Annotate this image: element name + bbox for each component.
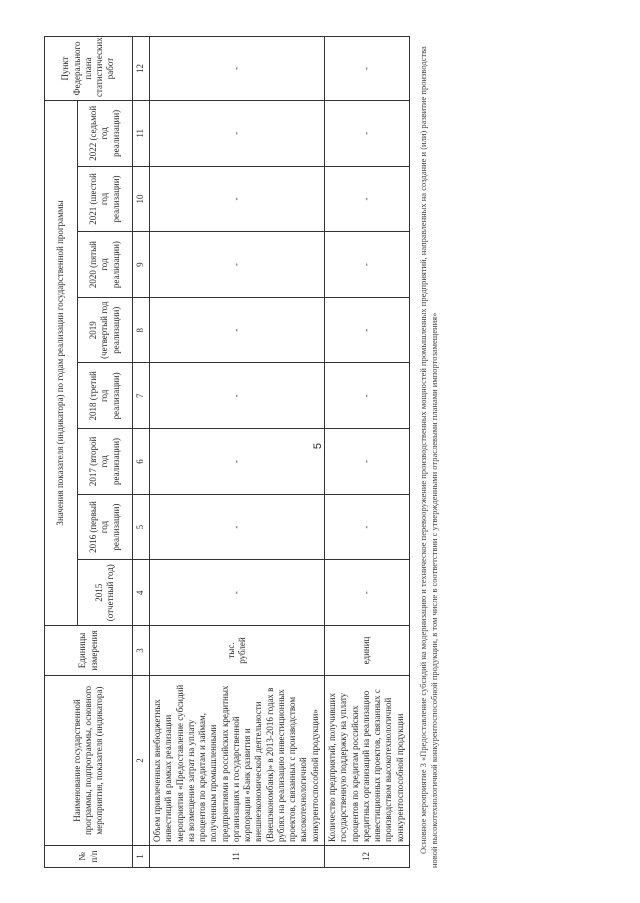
year-header: 2022 (седьмой год реализации) xyxy=(78,101,133,167)
table-row xyxy=(150,37,325,868)
row-value: - xyxy=(325,232,410,298)
row-name: Объем привлеченных внебюджетных инвестиций в рамках реализации мероприятия «Предоставление субсидий на возмещение затрат на уплату процентов по кредитам и займам, полученным промышленными предприятиями в российских кредитных организациях и государственной корпорации «Банк развития и внешнеэкономической деятельности (Внешэкономбанк)» в 2013-2016 годах в рублях на реализацию инвестиционных проектов, связанных с производством высокотехнологичной конкурентоспособной продукции» xyxy=(150,676,325,846)
row-value: - xyxy=(325,101,410,167)
row-value: - xyxy=(325,297,410,363)
row-value: - xyxy=(150,363,325,429)
column-number: 11 xyxy=(133,101,150,167)
row-value: - xyxy=(325,166,410,232)
row-num: 12 xyxy=(325,846,410,868)
row-plan: - xyxy=(325,37,410,101)
row-value: - xyxy=(150,560,325,626)
row-unit: единиц xyxy=(325,626,410,676)
rotated-document xyxy=(32,24,612,880)
column-number: 12 xyxy=(133,37,150,101)
year-header: 2017 (второй год реализации) xyxy=(78,429,133,495)
column-number: 7 xyxy=(133,363,150,429)
row-value: - xyxy=(325,363,410,429)
column-number: 10 xyxy=(133,166,150,232)
row-value: - xyxy=(150,494,325,560)
row-value: - xyxy=(150,429,325,495)
column-number: 6 xyxy=(133,429,150,495)
row-num: 11 xyxy=(150,846,325,868)
year-header: 2021 (шестой год реализации) xyxy=(78,166,133,232)
column-numbers-row xyxy=(133,37,150,868)
row-value: - xyxy=(150,297,325,363)
indicators-table xyxy=(44,36,410,868)
column-number: 4 xyxy=(133,560,150,626)
row-value: - xyxy=(325,494,410,560)
year-header: 2016 (первый год реализации) xyxy=(78,494,133,560)
column-number: 9 xyxy=(133,232,150,298)
column-number: 2 xyxy=(133,676,150,846)
document-content xyxy=(32,24,441,880)
header-num: № п/п xyxy=(45,846,133,868)
header-unit: Единицы измерения xyxy=(45,626,133,676)
year-header: 2018 (третий год реализации) xyxy=(78,363,133,429)
page-number: 5 xyxy=(312,442,324,450)
header-values-group: Значения показателя (индикатора) по годам реализации государственной программы xyxy=(45,101,78,626)
footnote-text: Основное мероприятие 3 «Предоставление субсидий на модернизацию и техническое перевооружение производственных мощностей промышленных предприятий, направленных на создание и (или) развитие производства новой высокотехнологичной конкурентоспособной продукции, в том числе в соответствии с утвержденными отраслевыми планами импортозамещения» xyxy=(418,46,440,868)
row-plan: - xyxy=(150,37,325,101)
column-number: 5 xyxy=(133,494,150,560)
column-number: 1 xyxy=(133,846,150,868)
header-plan: Пункт Федерального плана статистических работ xyxy=(45,37,133,101)
year-header: 2015 (отчетный год) xyxy=(78,560,133,626)
row-unit: тыс. рублей xyxy=(150,626,325,676)
table-header-row xyxy=(45,37,78,868)
year-header: 2019 (четвертый год реализации) xyxy=(78,297,133,363)
row-value: - xyxy=(150,232,325,298)
year-header: 2020 (пятый год реализации) xyxy=(78,232,133,298)
row-value: - xyxy=(150,101,325,167)
column-number: 3 xyxy=(133,626,150,676)
table-row xyxy=(325,37,410,868)
header-name: Наименование государственной программы, подпрограммы, основного мероприятия, показателя (индикатора) xyxy=(45,676,133,846)
row-value: - xyxy=(325,560,410,626)
row-name: Количество предприятий, получивших государственную поддержку на уплату процентов по кредитам российских кредитных организаций на реализацию инвестиционных проектов, связанных с производством высокотехнологичной конкурентоспособной продукции xyxy=(325,676,410,846)
column-number: 8 xyxy=(133,297,150,363)
row-value: - xyxy=(150,166,325,232)
row-value: - xyxy=(325,429,410,495)
